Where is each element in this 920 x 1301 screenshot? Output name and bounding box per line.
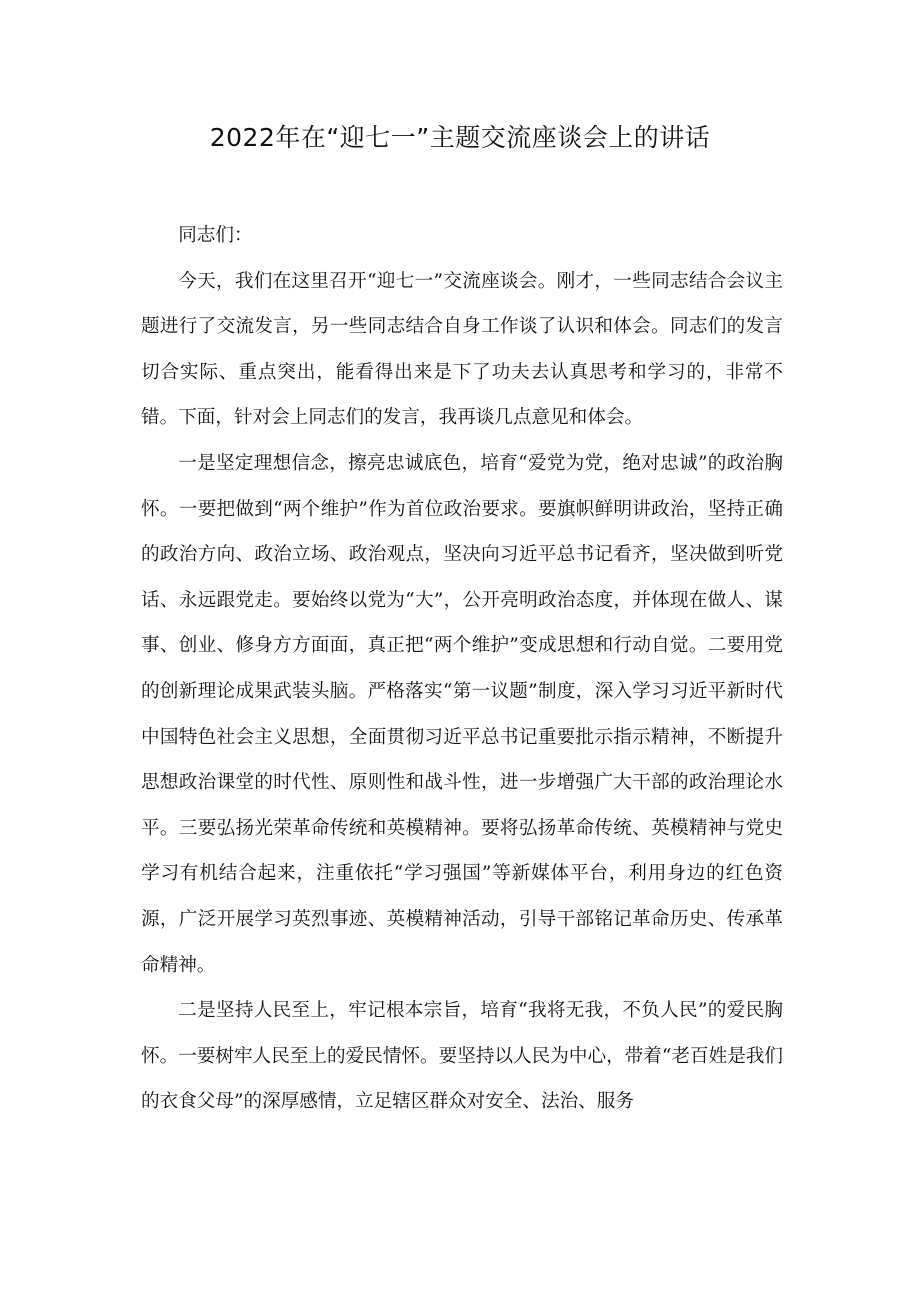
salutation: 同志们：: [178, 225, 253, 246]
paragraph-point-two: 二是坚持人民至上，牢记根本宗旨，培育“我将无我，不负人民”的爱民胸怀。一要树牢人民至上的爱民情怀。要坚持以人民为中心，带着“老百姓是我们的衣食父母”的深厚感情，立足辖区群众对安全、法治、服务: [141, 1000, 783, 1113]
paragraph-point-one: 一是坚定理想信念，擦亮忠诚底色，培育“爱党为党，绝对忠诚”的政治胸怀。一要把做到“两个维护”作为首位政治要求。要旗帜鲜明讲政治，坚持正确的政治方向、政治立场、政治观点，坚决向习近平总书记看齐，坚决做到听党话、永远跟党走。要始终以党为“大”，公开亮明政治态度，并体现在做人、谋事、创业、修身方方面面，真正把“两个维护”变成思想和行动自觉。二要用党的创新理论成果武装头脑。严格落实“第一议题”制度，深入学习习近平新时代中国特色社会主义思想，全面贯彻习近平总书记重要批示指示精神，不断提升思想政治课堂的时代性、原则性和战斗性，进一步增强广大干部的政治理论水平。三要弘扬光荣革命传统和英模精神。要将弘扬革命传统、英模精神与党史学习有机结合起来，注重依托“学习强国”等新媒体平台，利用身边的红色资源，广泛开展学习英烈事迹、英模精神活动，引导干部铭记革命历史、传承革命精神。: [141, 452, 783, 976]
paragraph-intro: 今天，我们在这里召开“迎七一”交流座谈会。刚才，一些同志结合会议主题进行了交流发言，另一些同志结合自身工作谈了认识和体会。同志们的发言切合实际、重点突出，能看得出来是下了功夫去认真思考和学习的，非常不错。下面，针对会上同志们的发言，我再谈几点意见和体会。: [141, 270, 783, 429]
document-title: 2022年在“迎七一”主题交流座谈会上的讲话: [209, 123, 711, 152]
document-body: [141, 213, 783, 1125]
